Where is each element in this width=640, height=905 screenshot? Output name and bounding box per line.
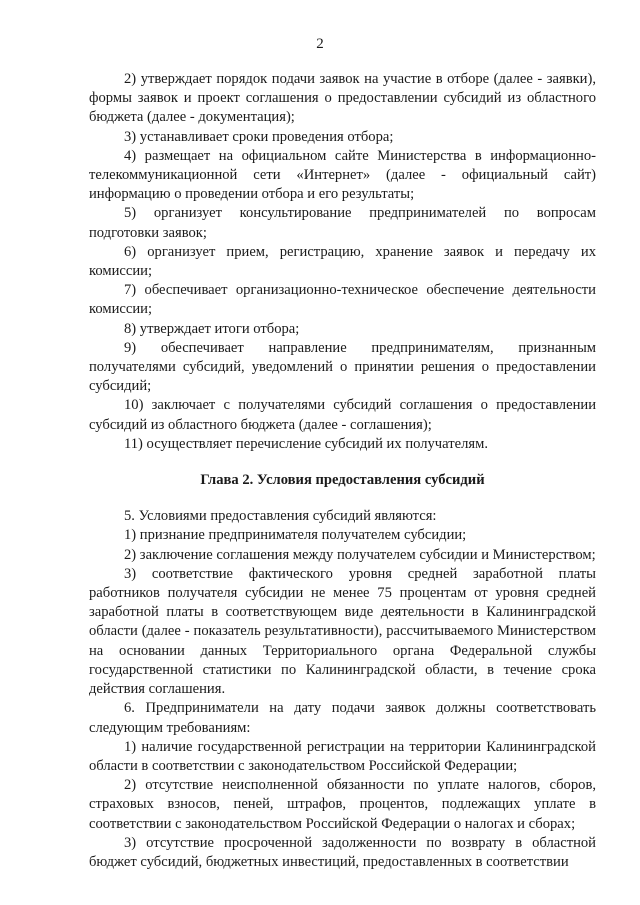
paragraph: 1) признание предпринимателя получателем субсидии; xyxy=(124,527,467,544)
paragraph: 2) заключение соглашения между получателем субсидии и Министерством; xyxy=(124,546,596,563)
paragraph: 3) отсутствие просроченной задолженности по возврату в областной бюджет субсидий, бюджетных инвестиций, предоставленных в соответствии xyxy=(89,834,596,870)
paragraph: 1) наличие государственной регистрации на территории Калининградской области в соответствии с законодательством Российской Федерации; xyxy=(89,738,596,774)
chapter-heading: Глава 2. Условия предоставления субсидий xyxy=(200,472,485,489)
document-body xyxy=(89,70,596,872)
paragraph: 6. Предприниматели на дату подачи заявок должны соответствовать следующим требованиям: xyxy=(89,700,596,736)
paragraph: 4) размещает на официальном сайте Министерства в информационно-телекоммуникационной сети «Интернет» (далее - официальный сайт) информацию о проведении отбора и его результаты; xyxy=(89,147,596,203)
paragraph: 7) обеспечивает организационно-техническое обеспечение деятельности комиссии; xyxy=(89,282,596,318)
paragraph: 11) осуществляет перечисление субсидий их получателям. xyxy=(124,435,488,452)
paragraph: 5) организует консультирование предпринимателей по вопросам подготовки заявок; xyxy=(89,205,596,241)
paragraph: 8) утверждает итоги отбора; xyxy=(124,320,300,337)
paragraph: 5. Условиями предоставления субсидий являются: xyxy=(124,508,437,525)
paragraph: 6) организует прием, регистрацию, хранение заявок и передачу их комиссии; xyxy=(89,243,596,280)
paragraph: 2) утверждает порядок подачи заявок на участие в отборе (далее - заявки), формы заявок и проект соглашения о предоставлении субсидий из областного бюджета (далее - документация); xyxy=(89,71,596,126)
page-number: 2 xyxy=(316,36,324,52)
paragraph: 3) соответствие фактического уровня средней заработной платы работников получателя субсидии не менее 75 процентам от уровня средней заработной платы в соответствующем виде деятельности в Калининградской области (далее - показатель результативности), рассчитываемого Министерством на основании данных Территориального органа Федеральной службы государственной статистики по Калининградской области, в течение срока действия соглашения. xyxy=(89,565,596,698)
paragraph: 3) устанавливает сроки проведения отбора; xyxy=(124,128,394,145)
paragraph: 9) обеспечивает направление предпринимателям, признанным получателями субсидий, уведомлений о принятии решения о предоставлении субсидий; xyxy=(89,339,596,395)
paragraph: 10) заключает с получателями субсидий соглашения о предоставлении субсидий из областного бюджета (далее - соглашения); xyxy=(89,397,596,433)
paragraph: 2) отсутствие неисполненной обязанности по уплате налогов, сборов, страховых взносов, пеней, штрафов, процентов, подлежащих уплате в соответствии с законодательством Российской Федерации о налогах и сборах; xyxy=(89,777,596,832)
